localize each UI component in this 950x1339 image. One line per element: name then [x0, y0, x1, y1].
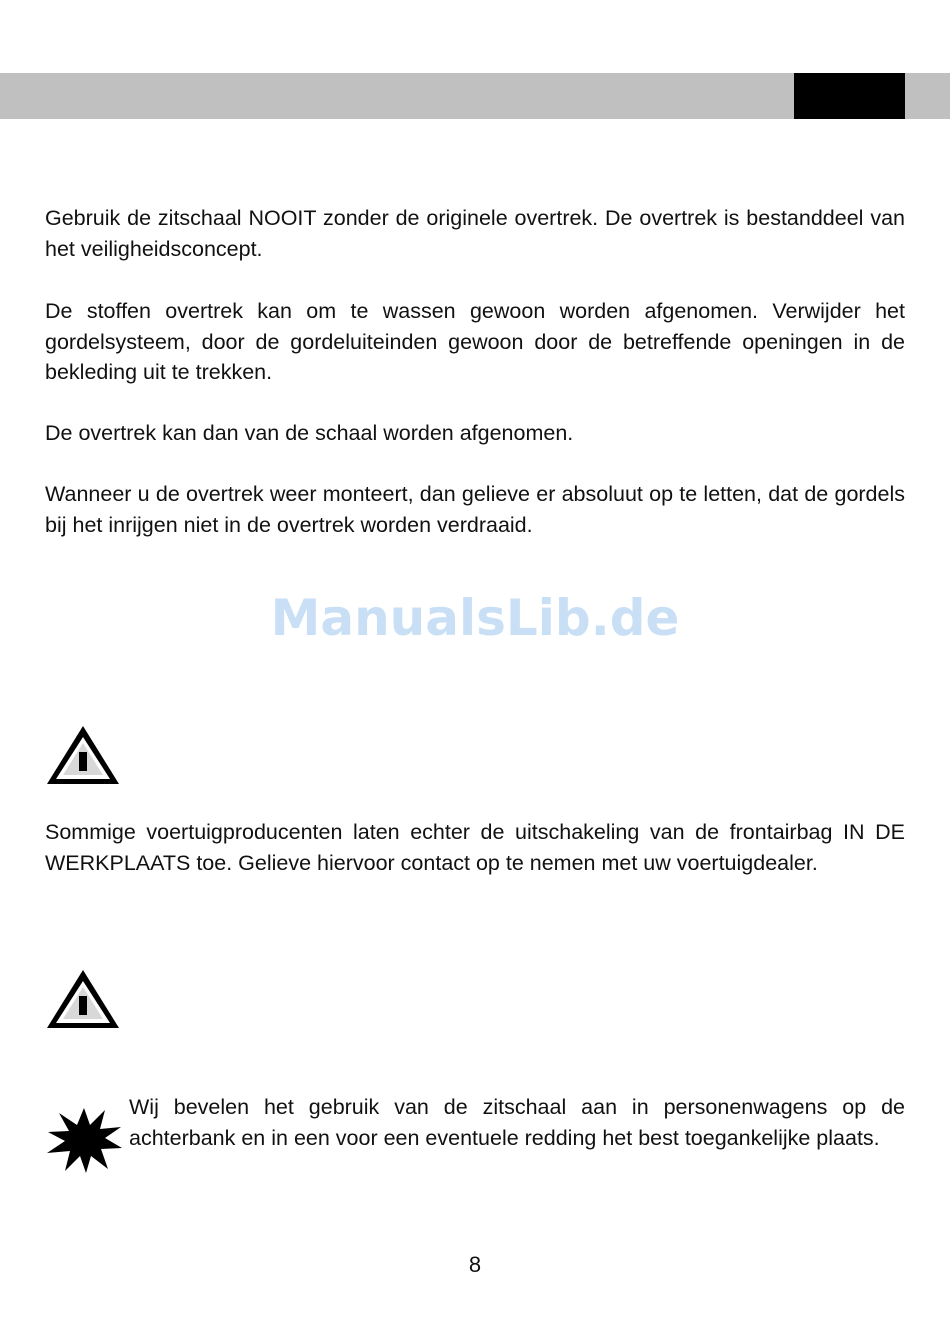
paragraph-cover-required: Gebruik de zitschaal NOOIT zonder de originele overtrek. De overtrek is bestanddeel van het veiligheidsconcept.: [45, 206, 905, 261]
warning-triangle-icon: [45, 724, 121, 786]
warning-triangle-icon: [45, 968, 121, 1030]
recommendation-text: Wij bevelen het gebruik van de zitschaal aan in personenwagens op de achterbank en in een voor een eventuele redding het best toegankelijke plaats.: [129, 1095, 905, 1150]
paragraph-cover-remount: Wanneer u de overtrek weer monteert, dan gelieve er absoluut op te letten, dat de gordels bij het inrijgen niet in de overtrek worden verdraaid.: [45, 482, 905, 537]
page-number: 8: [468, 1252, 482, 1277]
paragraph-cover-removal: De stoffen overtrek kan om te wassen gewoon worden afgenomen. Verwijder het gordelsysteem, door de gordeluiteinden gewoon door de betreffende openingen in de bekleding uit te trekken.: [45, 299, 905, 385]
starburst-icon: [45, 1105, 123, 1175]
paragraph-cover-detach: De overtrek kan dan van de schaal worden afgenomen.: [45, 421, 574, 445]
airbag-warning-text: Sommige voertuigproducenten laten echter de uitschakeling van de frontairbag IN DE WERKPLAATS toe. Gelieve hiervoor contact op te nemen met uw voertuigdealer.: [45, 820, 905, 875]
watermark: ManualsLib.de: [270, 589, 680, 647]
header-black-block: [794, 73, 905, 119]
